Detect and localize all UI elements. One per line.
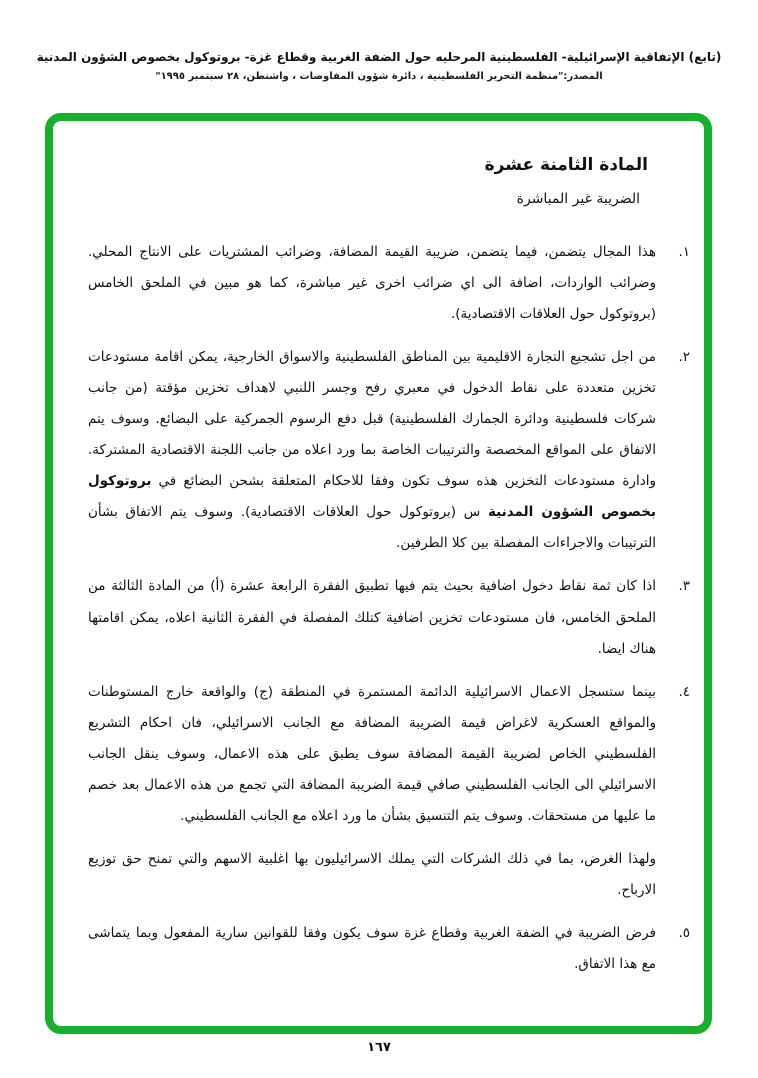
continuation-paragraph: ولهذا الغرض، بما في ذلك الشركات التي يملك الاسرائيليون بها اغلبية الاسهم والتي تمنح حق توزيع الارباح. [88,850,656,898]
article-item-3 [88,571,690,664]
item-number-4: ٤. [678,683,690,700]
item-text-3: اذا كان ثمة نقاط دخول اضافية بحيث يتم فيها تطبيق الفقرة الرابعة عشرة (أ) من المادة الثالثة من الملحق الخامس، فان مستودعات تخزين اضافية كتلك المفصلة في الفقرة الثانية اعلاه، يمكن اقامتها هناك ايضا. [88,578,656,657]
article-item-2 [88,342,690,559]
item-2-segment-2: س (بروتوكول حول العلاقات الاقتصادية). وسوف يتم الاتفاق بشأن الترتيبات والاجراءات المفصلة بين كلا الطرفين. [88,504,656,552]
document-header-source: المصدر:"منظمة التحرير الفلسطينية ، دائرة شؤون المفاوضات ، واشنطن، ٢٨ سبتمبر ١٩٩٥" [155,71,603,82]
item-text-1: هذا المجال يتضمن، فيما يتضمن، ضريبة القيمة المضافة، وضرائب المشتريات على الانتاج المحلي. وضرائب الواردات، اضافة الى اي ضرائب اخرى غير مباشرة، كما هو مبين في الملحق الخامس (بروتوكول حول العلاقات الاقتصادية). [88,244,656,323]
item-text-2 [88,342,656,559]
item-number-1: ١. [678,244,690,260]
item-2-bold-segment: بروتوكول بخصوص الشؤون المدنية [88,473,656,521]
document-header-title: (تابع) الإتفاقية الإسرائيلية- الفلسطينية المرحليه حول الضفة الغربية وقطاع غزة- بروتوكول بخصوص الشؤون المدنية [36,50,722,64]
document-header [0,50,758,82]
article-subtitle: الضريبة غير المباشرة [516,191,640,207]
item-text-4: بينما ستسجل الاعمال الاسرائيلية الدائمة المستمرة في المنطقة (ج) والواقعة خارج المستوطنات والمواقع العسكرية لاغراض قيمة الضريبة المضافة مع الجانب الاسرائيلي، فان احكام التشريع الفلسطيني الخاص لضريبة القيمة المضافة سوف يطبق على هذه الاعمال، وسوف ينقل الجانب الاسرائيلي الى الجانب الفلسطيني صافي قيمة الضريبة المضافة التي تجمع من هذه الاعمال بعد خصم ما عليها من مستحقات. وسوف يتم التنسيق بشأن ما ورد اعلاه مع الجانب الفلسطيني. [88,683,656,824]
item-number-3: ٣. [678,578,690,595]
item-number-2: ٢. [678,349,690,366]
article-body [88,237,690,980]
article-item-4 [88,677,690,832]
article-title: المادة الثامنة عشرة [484,155,648,175]
item-text-5: فرض الضريبة في الضفة الغربية وقطاع غزة سوف يكون وفقا للقوانين سارية المفعول وبما يتماشى مع هذا الاتفاق. [88,924,656,972]
item-2-segment-1: من اجل تشجيع التجارة الاقليمية بين المناطق الفلسطينية والاسواق الخارجية، يمكن اقامة مستودعات تخزين متعددة على نقاط الدخول في معبري رفح وجسر اللنبي لاهداف تخزين مؤقتة (من جانب شركات فلسطينية ودائرة الجمارك الفلسطينية) قبل دفع الرسوم الجمركية على البضائع. وسوف يتم الاتفاق على المواقع المخصصة والترتيبات الخاصة بما ورد اعلاه من جانب اللجنة الاقتصادية المشتركة. وادارة مستودعات التخزين هذه سوف تكون وفقا للاحكام المتعلقة بشحن البضائع في [88,349,656,490]
article-item-1 [88,237,690,330]
item-number-5: ٥. [678,924,690,941]
green-border-frame [45,113,712,1034]
article-item-5 [88,918,690,980]
page-number: ١٦٧ [367,1040,391,1055]
article-content [53,121,704,980]
